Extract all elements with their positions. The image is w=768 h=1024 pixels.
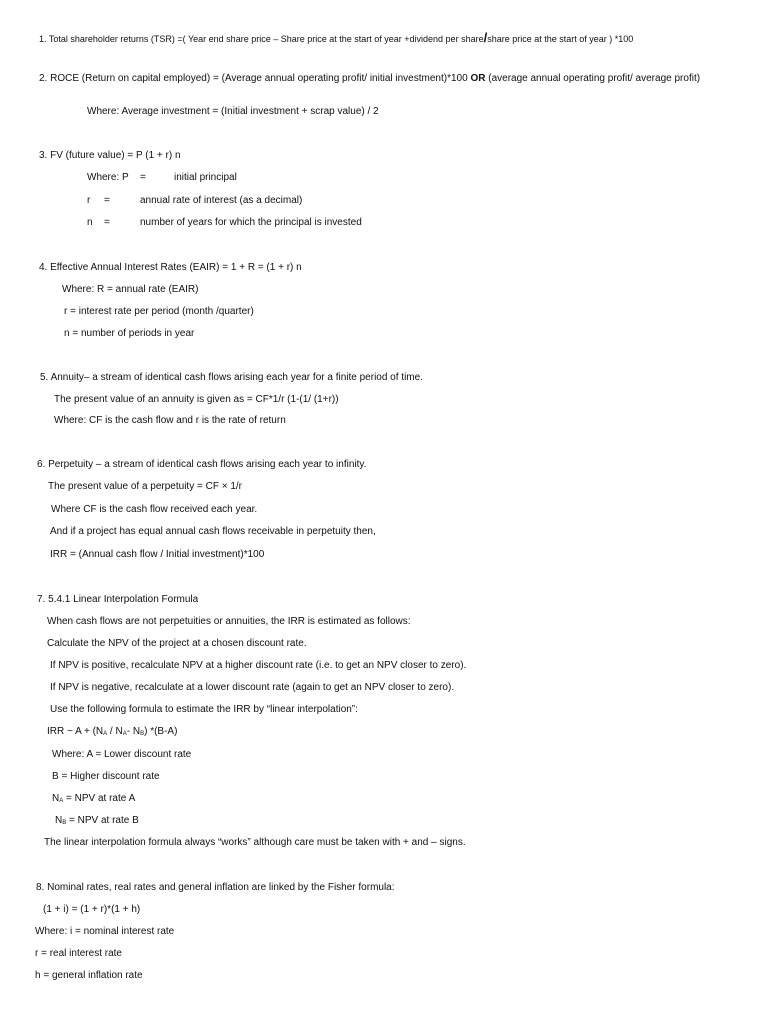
roce-formula xyxy=(39,73,732,85)
annuity-line-1: The present value of an annuity is given as = CF*1/r (1-(1/ (1+r)) xyxy=(54,394,339,405)
eair-line-2: r = interest rate per period (month /quarter) xyxy=(64,306,254,317)
fv-title: 3. FV (future value) = P (1 + r) n xyxy=(39,150,181,161)
interp-where-na: $N_A$ = NPV at rate A xyxy=(52,793,136,804)
fv-row-r-eq: = xyxy=(104,195,110,206)
eair-title: 4. Effective Annual Interest Rates (EAIR) = 1 + R = (1 + r) n xyxy=(39,262,302,273)
annuity-title: 5. Annuity– a stream of identical cash flows arising each year for a finite period of time. xyxy=(40,372,423,383)
eair-line-3: n = number of periods in year xyxy=(64,328,195,339)
interp-line-2: Calculate the NPV of the project at a chosen discount rate. xyxy=(47,638,307,649)
interp-line-4: If NPV is negative, recalculate at a lower discount rate (again to get an NPV closer to zero). xyxy=(50,682,455,693)
eair-line-1: Where: R = annual rate (EAIR) xyxy=(62,284,199,295)
perpetuity-line-4: IRR = (Annual cash flow / Initial investment)*100 xyxy=(50,549,265,560)
fisher-where-r: r = real interest rate xyxy=(35,948,122,959)
roce-formula-part-1: 2. ROCE (Return on capital employed) = (Average annual operating profit/ initial investment)*100 xyxy=(39,73,468,84)
interp-line-1: When cash flows are not perpetuities or annuities, the IRR is estimated as follows: xyxy=(47,616,411,627)
interp-line-5: Use the following formula to estimate the IRR by “linear interpolation”: xyxy=(50,704,358,715)
perpetuity-line-3: And if a project has equal annual cash flows receivable in perpetuity then, xyxy=(50,526,376,537)
interp-formula: IRR ~ $A + (N_A / N_A-$ $N_B$) *(B-A) xyxy=(47,726,178,737)
fv-row-n-label: n xyxy=(87,217,93,228)
tsr-formula-part-2: share price at the start of year ) *100 xyxy=(487,34,634,44)
tsr-formula-slash: / xyxy=(483,30,488,45)
perpetuity-line-1: The present value of a perpetuity = CF × 1/r xyxy=(48,481,242,492)
tsr-formula-part-1: 1. Total shareholder returns (TSR) =( Year end share price – Share price at the start of year +dividend per share xyxy=(39,34,484,44)
roce-or: OR xyxy=(470,73,486,84)
interp-where-a: Where: A = Lower discount rate xyxy=(52,749,192,760)
perpetuity-title: 6. Perpetuity – a stream of identical cash flows arising each year to infinity. xyxy=(37,459,367,470)
fisher-formula: (1 + i) = (1 + r)*(1 + h) xyxy=(43,904,141,915)
tsr-formula xyxy=(39,32,633,45)
fv-row-n-desc: number of years for which the principal is invested xyxy=(140,217,362,228)
fisher-title: 8. Nominal rates, real rates and general inflation are linked by the Fisher formula: xyxy=(36,882,395,893)
fv-row-r-desc: annual rate of interest (as a decimal) xyxy=(140,195,303,206)
interp-where-b: B = Higher discount rate xyxy=(52,771,160,782)
interp-title: 7. 5.4.1 Linear Interpolation Formula xyxy=(37,594,199,605)
fv-row-n-eq: = xyxy=(104,217,110,228)
fisher-where-h: h = general inflation rate xyxy=(35,970,143,981)
interp-line-3: If NPV is positive, recalculate NPV at a higher discount rate (i.e. to get an NPV closer to zero). xyxy=(50,660,467,671)
fv-row-p-desc: initial principal xyxy=(174,172,237,183)
perpetuity-line-2: Where CF is the cash flow received each year. xyxy=(51,504,258,515)
interp-where-nb: $N_B$ = NPV at rate B xyxy=(55,815,139,826)
interp-note: The linear interpolation formula always “works” although care must be taken with + and – signs. xyxy=(44,837,466,848)
annuity-line-2: Where: CF is the cash flow and r is the rate of return xyxy=(54,415,286,426)
roce-formula-part-2: (average annual operating profit/ average xyxy=(488,73,672,84)
fisher-where-i: Where: i = nominal interest rate xyxy=(35,926,175,937)
fv-row-r-label: r xyxy=(87,195,91,206)
roce-where: Where: Average investment = (Initial investment + scrap value) / 2 xyxy=(87,106,379,117)
fv-row-p-label: Where: P xyxy=(87,172,129,183)
roce-formula-part-3: profit) xyxy=(674,73,701,84)
fv-row-p-eq: = xyxy=(140,172,146,183)
